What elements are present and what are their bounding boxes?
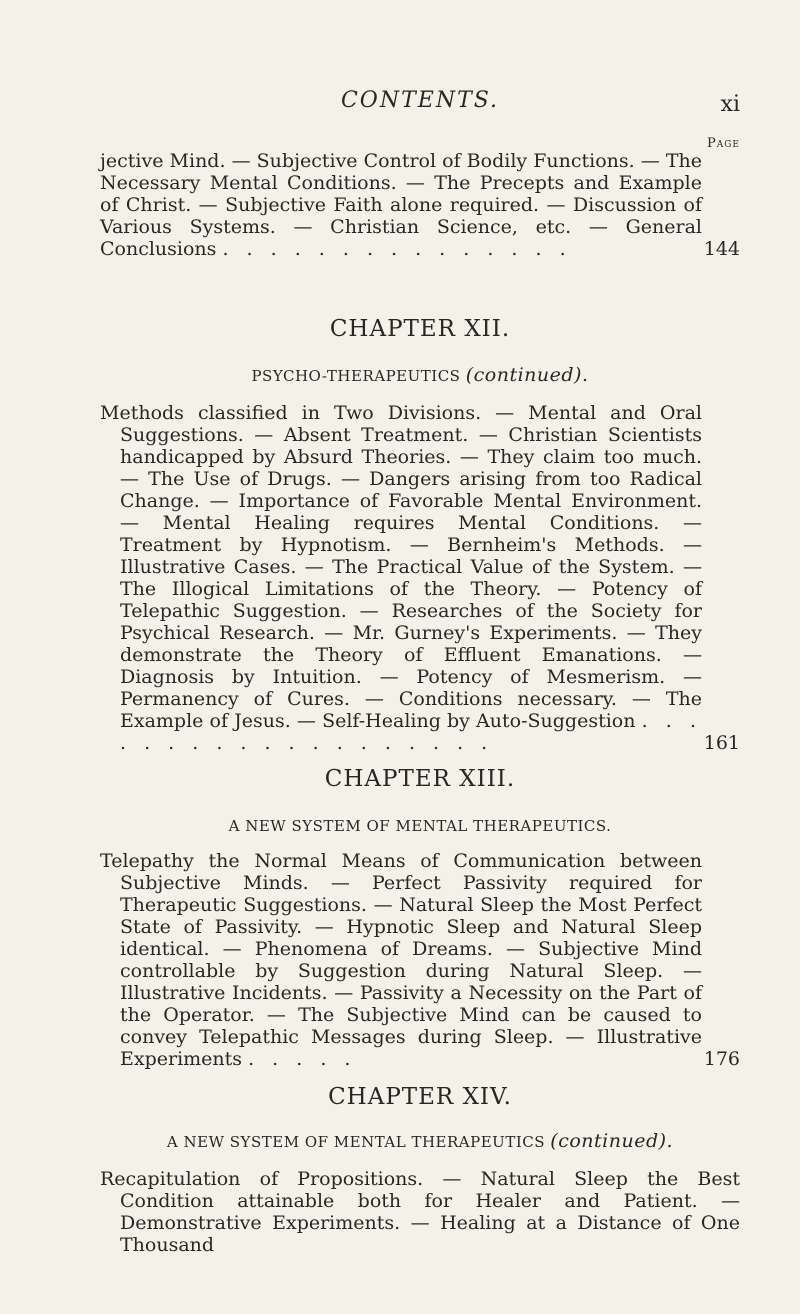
chapter-heading: CHAPTER XIII. [324, 766, 516, 792]
chapter-subtitle-text: PSYCHO-THERAPEUTICS [251, 367, 461, 385]
chapter-subtitle [100, 1130, 740, 1152]
chapter-subtitle-note: (continued). [465, 364, 589, 386]
dot-leader: . . . . . [248, 1048, 357, 1070]
entry-text-block [100, 850, 740, 1070]
page-column-label: Page [706, 136, 740, 151]
entry-text: jective Mind. — Subjective Control of Bodily Functions. — The Necessary Mental Conditions. — The Precepts and Example of Christ. — Subjective Faith alone required. — Discussion of Various Systems. — Christian Science, etc. — General Conclusions [100, 150, 702, 260]
entry-text-block [100, 1168, 740, 1256]
running-title: CONTENTS. [340, 88, 500, 113]
chapter-heading: CHAPTER XII. [329, 316, 511, 342]
chapter-subtitle-note: (continued). [550, 1130, 674, 1152]
entry-text-block [100, 150, 740, 260]
chapter-summary [100, 1168, 740, 1256]
running-head [100, 88, 740, 128]
chapter-summary [100, 402, 740, 754]
continued-entry [100, 150, 740, 260]
entry-text-block [100, 402, 740, 754]
chapter-heading: CHAPTER XIV. [328, 1084, 512, 1110]
chapter-subtitle [100, 814, 740, 836]
dot-leader: . . . . . . . . . . . . . . . [222, 238, 572, 260]
chapter-subtitle-text: A NEW SYSTEM OF MENTAL THERAPEUTICS. [228, 817, 612, 835]
entry-text: Methods classified in Two Divisions. — Mental and Oral Suggestions. — Absent Treatment. — Christian Scientists handicapped by Absurd Theories. — They claim too much. — The Use of Drugs. — Dangers arising from too Radical Change. — Importance of Favorable Mental Environment. — Mental Healing requires Mental Conditions. — Treatment by Hypnotism. — Bernheim's Methods. — Illustrative Cases. — The Practical Value of the System. — The Illogical Limitations of the Theory. — Potency of Telepathic Suggestion. — Researches of the Society for Psychical Research. — Mr. Gurney's Experiments. — They demonstrate the Theory of Effluent Emanations. — Diagnosis by Intuition. — Potency of Mesmerism. — Permanency of Cures. — Conditions necessary. — The Example of Jesus. — Self-Healing by Auto-Suggestion [100, 402, 702, 732]
chapter-subtitle [100, 364, 740, 386]
entry-text: Telepathy the Normal Means of Communication between Subjective Minds. — Perfect Passivity required for Therapeutic Suggestions. — Natural Sleep the Most Perfect State of Passivity. — Hypnotic Sleep and Natural Sleep identical. — Phenomena of Dreams. — Subjective Mind controllable by Suggestion during Natural Sleep. — Illustrative Incidents. — Passivity a Necessity on the Part of the Operator. — The Subjective Mind can be caused to convey Telepathic Messages during Sleep. — Illustrative Experiments [100, 850, 702, 1070]
entry-page-number: 161 [703, 732, 740, 754]
dot-leader: . . . . . . . . . . . . . . . . . . . [120, 710, 703, 754]
chapter-subtitle-text: A NEW SYSTEM OF MENTAL THERAPEUTICS [166, 1133, 546, 1151]
entry-page-number: 144 [703, 238, 740, 260]
chapter-summary [100, 850, 740, 1070]
folio-page-number: xi [720, 92, 740, 117]
entry-text: Recapitulation of Propositions. — Natural Sleep the Best Condition attainable both for Healer and Patient. — Demonstrative Experiments. — Healing at a Distance of One Thousand [100, 1168, 740, 1256]
entry-page-number: 176 [703, 1048, 740, 1070]
